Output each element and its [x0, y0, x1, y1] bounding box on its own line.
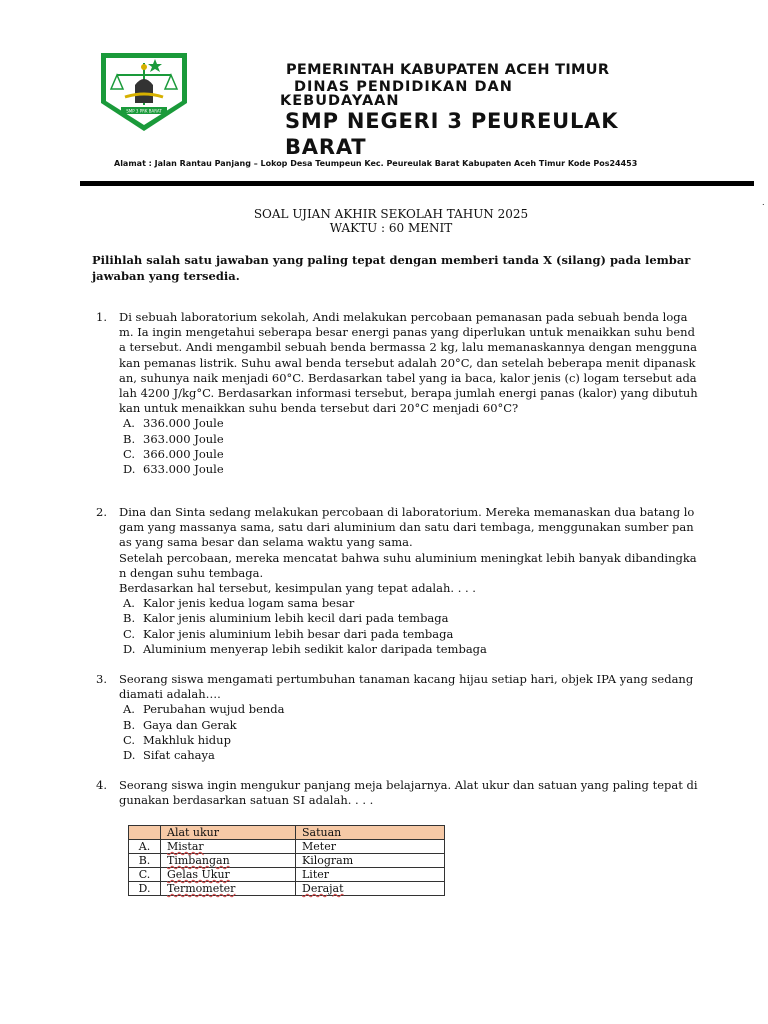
option-letter: C. [123, 732, 136, 747]
question-2 [96, 505, 698, 657]
stray-dot: . [762, 198, 765, 207]
question-number: 2. [96, 505, 107, 519]
option-text: Kalor jenis kedua logam sama besar [143, 596, 355, 611]
option-text: 366.000 Joule [143, 446, 224, 461]
table-cell-tool: Timbangan [167, 854, 230, 867]
table-cell-letter: C. [129, 868, 161, 882]
option [123, 462, 698, 477]
table-row [129, 882, 445, 896]
option [123, 596, 698, 611]
option [123, 447, 698, 462]
table-cell-letter: B. [129, 854, 161, 868]
question-prompt: Berdasarkan hal tersebut, kesimpulan yang tepat adalah. . . . [119, 581, 476, 596]
option-list [123, 416, 698, 477]
header-address: Alamat : Jalan Rantau Panjang – Lokop Desa Teumpeun Kec. Peureulak Barat Kabupaten Aceh Timur Kode Pos24453 [114, 159, 638, 168]
logo-caption: SMP 3 PRK BARAT [126, 108, 162, 114]
table-header-cell: Alat ukur [161, 826, 296, 840]
header-agency: DINAS PENDIDIKAN DAN KEBUDAYAAN [280, 79, 513, 109]
option-letter: B. [123, 431, 136, 446]
table-cell-tool: Mistar [167, 840, 204, 853]
option-letter: D. [123, 748, 136, 763]
exam-time: WAKTU : 60 MENIT [329, 221, 453, 235]
exam-instruction: Pilihlah salah satu jawaban yang paling tepat dengan memberi tanda X (silang) pada lembar jawaban yang tersedia. [92, 253, 691, 283]
question-number: 3. [96, 672, 107, 686]
question-number: 4. [96, 778, 107, 792]
letterhead [0, 0, 768, 207]
exam-title: SOAL UJIAN AKHIR SEKOLAH TAHUN 2025 [253, 207, 529, 221]
question-stem-continued: Setelah percobaan, mereka mencatat bahwa suhu aluminium meningkat lebih banyak dibandingkan dengan suhu tembaga. [119, 550, 697, 580]
table-cell-letter: A. [129, 840, 161, 854]
option [123, 733, 698, 748]
option-letter: B. [123, 717, 136, 732]
option-letter: B. [123, 611, 136, 626]
option-text: Aluminium menyerap lebih sedikit kalor daripada tembaga [143, 641, 487, 656]
question-stem: Di sebuah laboratorium sekolah, Andi melakukan percobaan pemanasan pada sebuah benda logam. Ia ingin mengetahui seberapa besar energi panas yang diperlukan untuk menaikkan suhu benda tersebut. Andi mengambil sebuah benda bermassa 2 kg, lalu memanaskannya dengan menggunakan pemanas listrik. Suhu awal benda tersebut adalah 20°C, dan setelah beberapa menit dipanaskan, suhunya naik menjadi 60°C. Berdasarkan tabel yang ia baca, kalor jenis (c) logam tersebut adalah 4200 J/kg°C. Berdasarkan informasi tersebut, berapa jumlah energi panas (kalor) yang dibutuhkan untuk menaikkan suhu benda tersebut dari 20°C menjadi 60°C? [119, 310, 698, 416]
option [123, 718, 698, 733]
table-cell-unit: Liter [302, 868, 330, 881]
option-letter: A. [123, 702, 135, 717]
table-cell-tool: Gelas Ukur [167, 868, 230, 881]
option-text: 633.000 Joule [143, 462, 224, 477]
option-text: 363.000 Joule [143, 431, 224, 446]
option-letter: A. [123, 596, 135, 611]
option-text: Kalor jenis aluminium lebih besar dari pada tembaga [143, 626, 454, 641]
option [123, 432, 698, 447]
table-cell-unit: Kilogram [302, 854, 354, 867]
table-row [129, 840, 445, 854]
header-government: PEMERINTAH KABUPATEN ACEH TIMUR [286, 62, 610, 78]
option-text: Sifat cahaya [143, 748, 215, 763]
option [123, 611, 698, 626]
question-stem: Seorang siswa mengamati pertumbuhan tanaman kacang hijau setiap hari, objek IPA yang sedang diamati adalah…. [119, 672, 694, 702]
option-text: Gaya dan Gerak [143, 717, 237, 732]
table-header-cell: Satuan [296, 826, 445, 840]
table-header-cell [129, 826, 161, 840]
school-logo-icon [95, 45, 193, 133]
question-1 [96, 310, 698, 477]
table-cell-letter: D. [129, 882, 161, 896]
option-list [123, 702, 698, 763]
table-header-row [129, 826, 445, 840]
option-letter: D. [123, 641, 136, 656]
option-text: Makhluk hidup [143, 732, 231, 747]
option [123, 627, 698, 642]
question-stem: Dina dan Sinta sedang melakukan percobaan di laboratorium. Mereka memanaskan dua batang logam yang massanya sama, satu dari aluminium dan satu dari tembaga, menggunakan sumber panas yang sama besar dan selama waktu yang sama. [119, 505, 695, 550]
option-letter: C. [123, 446, 136, 461]
option [123, 702, 698, 717]
table-row [129, 868, 445, 882]
option-letter: A. [123, 416, 135, 431]
option-letter: D. [123, 462, 136, 477]
question-stem: Seorang siswa ingin mengukur panjang meja belajarnya. Alat ukur dan satuan yang paling tepat digunakan berdasarkan satuan SI adalah. . . . [119, 778, 698, 808]
option-text: 336.000 Joule [143, 416, 224, 431]
answer-table [128, 825, 445, 896]
option [123, 748, 698, 763]
option [123, 416, 698, 431]
header-school-name: SMP NEGERI 3 PEUREULAK BARAT [285, 109, 619, 159]
option [123, 642, 698, 657]
table-cell-unit: Derajat [302, 882, 344, 895]
option-letter: C. [123, 626, 136, 641]
header-divider [80, 181, 754, 186]
question-3 [96, 672, 698, 763]
option-text: Perubahan wujud benda [143, 702, 285, 717]
option-list [123, 596, 698, 657]
exam-title-block [0, 207, 768, 235]
table-row [129, 854, 445, 868]
table-cell-unit: Meter [302, 840, 336, 853]
table-cell-tool: Termometer [167, 882, 236, 895]
question-4 [96, 778, 698, 808]
question-number: 1. [96, 310, 107, 324]
option-text: Kalor jenis aluminium lebih kecil dari pada tembaga [143, 611, 449, 626]
